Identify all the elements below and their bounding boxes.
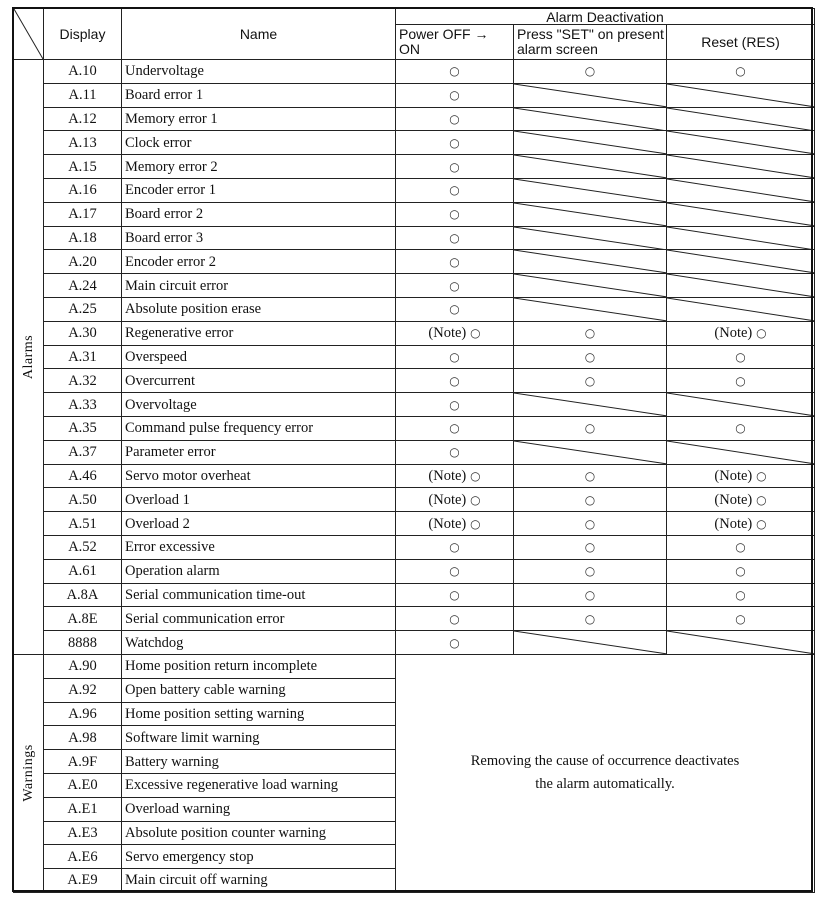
alarm-code: A.32 xyxy=(44,369,122,393)
deactivation-mark-cell xyxy=(667,535,815,559)
circle-mark: ○ xyxy=(584,540,596,555)
circle-mark: ○ xyxy=(584,564,596,579)
not-applicable-cell xyxy=(514,226,667,250)
alarm-name: Watchdog xyxy=(122,631,396,655)
not-applicable-diagonal xyxy=(667,179,814,202)
alarm-name: Board error 3 xyxy=(122,226,396,250)
circle-mark: ○ xyxy=(584,64,596,79)
note-label: (Note) xyxy=(428,515,467,532)
alarm-code: A.35 xyxy=(44,416,122,440)
not-applicable-diagonal xyxy=(667,84,814,107)
circle-mark: ○ xyxy=(735,373,746,388)
not-applicable-cell xyxy=(667,274,815,298)
alarm-name: Absolute position erase xyxy=(122,297,396,321)
alarm-row xyxy=(14,607,815,631)
note-label: (Note) xyxy=(714,467,753,484)
alarm-name: Serial communication error xyxy=(122,607,396,631)
deactivation-mark-cell xyxy=(396,464,514,488)
corner-diagonal xyxy=(14,9,43,59)
alarm-name: Command pulse frequency error xyxy=(122,416,396,440)
deactivation-mark-cell xyxy=(667,416,815,440)
alarm-code: A.17 xyxy=(44,202,122,226)
warnings-note-text: Removing the cause of occurrence deactivates the alarm automatically. xyxy=(470,753,740,793)
alarm-row xyxy=(14,155,815,179)
not-applicable-diagonal xyxy=(667,441,814,464)
circle-mark: ○ xyxy=(449,587,460,602)
warning-code: A.92 xyxy=(44,678,122,702)
deactivation-mark-cell xyxy=(396,250,514,274)
alarm-code: A.50 xyxy=(44,488,122,512)
warning-code: A.90 xyxy=(44,654,122,678)
alarm-code: A.15 xyxy=(44,155,122,179)
not-applicable-cell xyxy=(514,297,667,321)
not-applicable-cell xyxy=(667,226,815,250)
circle-mark: ○ xyxy=(470,492,481,507)
deactivation-mark-cell xyxy=(396,321,514,345)
deactivation-mark-cell xyxy=(667,321,815,345)
alarm-name: Error excessive xyxy=(122,535,396,559)
circle-mark: ○ xyxy=(449,564,460,579)
alarm-row xyxy=(14,178,815,202)
deactivation-mark-cell xyxy=(396,178,514,202)
circle-mark: ○ xyxy=(756,516,767,531)
alarm-row xyxy=(14,631,815,655)
alarm-code: A.8A xyxy=(44,583,122,607)
note-label: (Note) xyxy=(714,491,753,508)
circle-mark: ○ xyxy=(449,135,460,150)
circle-mark: ○ xyxy=(449,207,460,222)
not-applicable-cell xyxy=(667,250,815,274)
alarm-name: Overspeed xyxy=(122,345,396,369)
not-applicable-cell xyxy=(514,631,667,655)
alarm-name: Regenerative error xyxy=(122,321,396,345)
deactivation-mark-cell xyxy=(396,107,514,131)
not-applicable-cell xyxy=(667,440,815,464)
deactivation-mark-cell xyxy=(396,202,514,226)
warning-code: A.E3 xyxy=(44,821,122,845)
deactivation-mark-cell xyxy=(667,607,815,631)
deactivation-mark-cell xyxy=(514,488,667,512)
alarm-name: Main circuit error xyxy=(122,274,396,298)
note-label: (Note) xyxy=(714,515,753,532)
alarm-name: Board error 2 xyxy=(122,202,396,226)
not-applicable-diagonal xyxy=(514,250,666,273)
deactivation-mark-cell xyxy=(396,226,514,250)
not-applicable-cell xyxy=(667,155,815,179)
alarm-name: Serial communication time-out xyxy=(122,583,396,607)
circle-mark: ○ xyxy=(470,516,481,531)
note-label: (Note) xyxy=(428,325,467,342)
circle-mark: ○ xyxy=(449,302,460,317)
alarm-row xyxy=(14,83,815,107)
deactivation-mark-cell xyxy=(396,345,514,369)
alarm-name: Overload 1 xyxy=(122,488,396,512)
circle-mark: ○ xyxy=(449,421,460,436)
deactivation-mark-cell xyxy=(396,393,514,417)
not-applicable-diagonal xyxy=(667,631,814,654)
alarm-code: A.61 xyxy=(44,559,122,583)
not-applicable-cell xyxy=(667,131,815,155)
circle-mark: ○ xyxy=(735,587,746,602)
warning-name: Overload warning xyxy=(122,797,396,821)
not-applicable-cell xyxy=(667,202,815,226)
alarm-code: A.16 xyxy=(44,178,122,202)
alarms-group-label-cell xyxy=(14,60,44,655)
deactivation-mark-cell xyxy=(514,345,667,369)
deactivation-mark-cell xyxy=(396,155,514,179)
circle-mark: ○ xyxy=(756,468,767,483)
deactivation-mark-cell xyxy=(396,512,514,536)
alarm-row xyxy=(14,250,815,274)
circle-mark: ○ xyxy=(735,64,746,79)
circle-mark: ○ xyxy=(449,159,460,174)
alarm-row xyxy=(14,321,815,345)
deactivation-mark-cell xyxy=(514,464,667,488)
alarm-row xyxy=(14,535,815,559)
circle-mark: ○ xyxy=(584,516,596,531)
alarm-code: A.30 xyxy=(44,321,122,345)
deactivation-mark-cell xyxy=(667,512,815,536)
table-body xyxy=(14,60,815,893)
warning-name: Battery warning xyxy=(122,750,396,774)
warning-code: A.E6 xyxy=(44,845,122,869)
not-applicable-diagonal xyxy=(667,131,814,154)
deactivation-mark-cell xyxy=(396,297,514,321)
not-applicable-diagonal xyxy=(514,203,666,226)
warning-name: Servo emergency stop xyxy=(122,845,396,869)
not-applicable-cell xyxy=(514,107,667,131)
circle-mark: ○ xyxy=(449,64,460,79)
circle-mark: ○ xyxy=(735,421,746,436)
deactivation-mark-cell xyxy=(667,345,815,369)
circle-mark: ○ xyxy=(584,587,596,602)
circle-mark: ○ xyxy=(470,468,481,483)
circle-mark: ○ xyxy=(449,540,460,555)
not-applicable-diagonal xyxy=(514,131,666,154)
alarm-row xyxy=(14,559,815,583)
warning-name: Absolute position counter warning xyxy=(122,821,396,845)
not-applicable-cell xyxy=(514,83,667,107)
not-applicable-cell xyxy=(514,155,667,179)
warning-code: A.E0 xyxy=(44,773,122,797)
alarm-row xyxy=(14,107,815,131)
warning-name: Software limit warning xyxy=(122,726,396,750)
table-header xyxy=(14,9,815,60)
alarm-code: A.10 xyxy=(44,60,122,84)
not-applicable-cell xyxy=(514,250,667,274)
alarm-name: Board error 1 xyxy=(122,83,396,107)
circle-mark: ○ xyxy=(470,326,481,341)
warning-name: Main circuit off warning xyxy=(122,869,396,893)
not-applicable-diagonal xyxy=(514,108,666,131)
circle-mark: ○ xyxy=(735,564,746,579)
deactivation-mark-cell xyxy=(667,60,815,84)
alarm-name: Memory error 2 xyxy=(122,155,396,179)
header-press-set: Press "SET" on present alarm screen xyxy=(514,25,667,60)
alarm-code: A.33 xyxy=(44,393,122,417)
circle-mark: ○ xyxy=(584,326,596,341)
circle-mark: ○ xyxy=(449,373,460,388)
alarm-code: A.46 xyxy=(44,464,122,488)
alarm-code: A.8E xyxy=(44,607,122,631)
alarm-name: Servo motor overheat xyxy=(122,464,396,488)
alarm-code: A.51 xyxy=(44,512,122,536)
not-applicable-cell xyxy=(514,131,667,155)
alarm-row xyxy=(14,297,815,321)
warning-code: A.9F xyxy=(44,750,122,774)
not-applicable-diagonal xyxy=(514,274,666,297)
circle-mark: ○ xyxy=(735,611,746,626)
header-display: Display xyxy=(44,9,122,60)
alarm-row xyxy=(14,464,815,488)
deactivation-mark-cell xyxy=(396,274,514,298)
deactivation-mark-cell xyxy=(514,512,667,536)
circle-mark: ○ xyxy=(449,635,460,650)
note-label: (Note) xyxy=(714,325,753,342)
header-alarm-deactivation: Alarm Deactivation xyxy=(396,9,815,25)
warning-code: A.E9 xyxy=(44,869,122,893)
alarm-name: Undervoltage xyxy=(122,60,396,84)
not-applicable-cell xyxy=(667,297,815,321)
circle-mark: ○ xyxy=(735,540,746,555)
not-applicable-diagonal xyxy=(667,250,814,273)
not-applicable-cell xyxy=(514,178,667,202)
alarm-name: Memory error 1 xyxy=(122,107,396,131)
alarm-code: A.12 xyxy=(44,107,122,131)
circle-mark: ○ xyxy=(584,492,596,507)
alarm-code: A.31 xyxy=(44,345,122,369)
alarm-row xyxy=(14,583,815,607)
alarm-row xyxy=(14,131,815,155)
not-applicable-diagonal xyxy=(667,108,814,131)
not-applicable-diagonal xyxy=(514,227,666,250)
deactivation-mark-cell xyxy=(514,559,667,583)
warnings-auto-deactivation-note xyxy=(396,654,815,892)
note-label: (Note) xyxy=(428,491,467,508)
alarm-row xyxy=(14,202,815,226)
deactivation-mark-cell xyxy=(396,416,514,440)
warning-code: A.E1 xyxy=(44,797,122,821)
deactivation-mark-cell xyxy=(514,60,667,84)
circle-mark: ○ xyxy=(584,349,596,364)
alarm-row xyxy=(14,440,815,464)
deactivation-mark-cell xyxy=(396,83,514,107)
alarm-row xyxy=(14,512,815,536)
warning-name: Home position setting warning xyxy=(122,702,396,726)
deactivation-mark-cell xyxy=(514,416,667,440)
alarm-name: Encoder error 1 xyxy=(122,178,396,202)
not-applicable-cell xyxy=(667,631,815,655)
deactivation-mark-cell xyxy=(514,321,667,345)
deactivation-mark-cell xyxy=(514,583,667,607)
not-applicable-diagonal xyxy=(514,84,666,107)
circle-mark: ○ xyxy=(449,445,460,460)
alarm-row xyxy=(14,345,815,369)
not-applicable-diagonal xyxy=(514,179,666,202)
warning-code: A.96 xyxy=(44,702,122,726)
alarm-name: Operation alarm xyxy=(122,559,396,583)
not-applicable-cell xyxy=(667,107,815,131)
circle-mark: ○ xyxy=(584,611,596,626)
circle-mark: ○ xyxy=(449,397,460,412)
alarm-code: A.13 xyxy=(44,131,122,155)
not-applicable-diagonal xyxy=(667,274,814,297)
deactivation-mark-cell xyxy=(396,60,514,84)
not-applicable-diagonal xyxy=(514,298,666,321)
circle-mark: ○ xyxy=(449,611,460,626)
circle-mark: ○ xyxy=(735,349,746,364)
warning-name: Open battery cable warning xyxy=(122,678,396,702)
deactivation-mark-cell xyxy=(667,559,815,583)
not-applicable-diagonal xyxy=(667,203,814,226)
alarm-code: A.37 xyxy=(44,440,122,464)
not-applicable-cell xyxy=(514,274,667,298)
not-applicable-diagonal xyxy=(514,155,666,178)
alarm-row xyxy=(14,60,815,84)
deactivation-mark-cell xyxy=(514,369,667,393)
alarm-name: Overload 2 xyxy=(122,512,396,536)
alarm-table xyxy=(13,8,815,893)
deactivation-mark-cell xyxy=(514,607,667,631)
header-corner-cell xyxy=(14,9,44,60)
deactivation-mark-cell xyxy=(396,535,514,559)
not-applicable-diagonal xyxy=(514,393,666,416)
not-applicable-cell xyxy=(667,393,815,417)
deactivation-mark-cell xyxy=(514,535,667,559)
deactivation-mark-cell xyxy=(396,631,514,655)
warning-name: Home position return incomplete xyxy=(122,654,396,678)
circle-mark: ○ xyxy=(756,326,767,341)
alarm-name: Clock error xyxy=(122,131,396,155)
deactivation-mark-cell xyxy=(396,607,514,631)
deactivation-mark-cell xyxy=(667,369,815,393)
not-applicable-diagonal xyxy=(667,393,814,416)
alarm-row xyxy=(14,226,815,250)
header-power-off-on: Power OFF → ON xyxy=(396,25,514,60)
deactivation-mark-cell xyxy=(667,583,815,607)
alarm-row xyxy=(14,488,815,512)
deactivation-mark-cell xyxy=(396,583,514,607)
alarm-code: A.18 xyxy=(44,226,122,250)
alarm-table-container xyxy=(13,8,815,893)
circle-mark: ○ xyxy=(449,254,460,269)
header-reset: Reset (RES) xyxy=(667,25,815,60)
deactivation-mark-cell xyxy=(396,559,514,583)
alarm-row xyxy=(14,393,815,417)
warnings-group-label: Warnings xyxy=(20,744,36,803)
not-applicable-cell xyxy=(514,440,667,464)
circle-mark: ○ xyxy=(449,183,460,198)
circle-mark: ○ xyxy=(584,468,596,483)
alarm-code: A.20 xyxy=(44,250,122,274)
circle-mark: ○ xyxy=(449,278,460,293)
alarm-code: A.52 xyxy=(44,535,122,559)
deactivation-mark-cell xyxy=(396,369,514,393)
alarm-code: 8888 xyxy=(44,631,122,655)
alarm-code: A.24 xyxy=(44,274,122,298)
alarm-row xyxy=(14,416,815,440)
deactivation-mark-cell xyxy=(396,131,514,155)
alarm-name: Encoder error 2 xyxy=(122,250,396,274)
deactivation-mark-cell xyxy=(667,464,815,488)
not-applicable-cell xyxy=(667,83,815,107)
not-applicable-diagonal xyxy=(667,298,814,321)
not-applicable-cell xyxy=(514,393,667,417)
not-applicable-cell xyxy=(514,202,667,226)
circle-mark: ○ xyxy=(449,88,460,103)
warnings-group-label-cell xyxy=(14,654,44,892)
not-applicable-cell xyxy=(667,178,815,202)
alarm-code: A.11 xyxy=(44,83,122,107)
warning-code: A.98 xyxy=(44,726,122,750)
alarm-code: A.25 xyxy=(44,297,122,321)
not-applicable-diagonal xyxy=(667,227,814,250)
alarm-name: Overvoltage xyxy=(122,393,396,417)
warning-row xyxy=(14,654,815,678)
not-applicable-diagonal xyxy=(514,631,666,654)
circle-mark: ○ xyxy=(584,373,596,388)
circle-mark: ○ xyxy=(756,492,767,507)
not-applicable-diagonal xyxy=(514,441,666,464)
not-applicable-diagonal xyxy=(667,155,814,178)
circle-mark: ○ xyxy=(584,421,596,436)
circle-mark: ○ xyxy=(449,349,460,364)
circle-mark: ○ xyxy=(449,230,460,245)
deactivation-mark-cell xyxy=(396,488,514,512)
header-name: Name xyxy=(122,9,396,60)
alarm-name: Overcurrent xyxy=(122,369,396,393)
deactivation-mark-cell xyxy=(667,488,815,512)
alarm-row xyxy=(14,369,815,393)
deactivation-mark-cell xyxy=(396,440,514,464)
circle-mark: ○ xyxy=(449,111,460,126)
alarm-name: Parameter error xyxy=(122,440,396,464)
warning-name: Excessive regenerative load warning xyxy=(122,773,396,797)
note-label: (Note) xyxy=(428,467,467,484)
alarm-row xyxy=(14,274,815,298)
alarms-group-label: Alarms xyxy=(20,334,36,380)
